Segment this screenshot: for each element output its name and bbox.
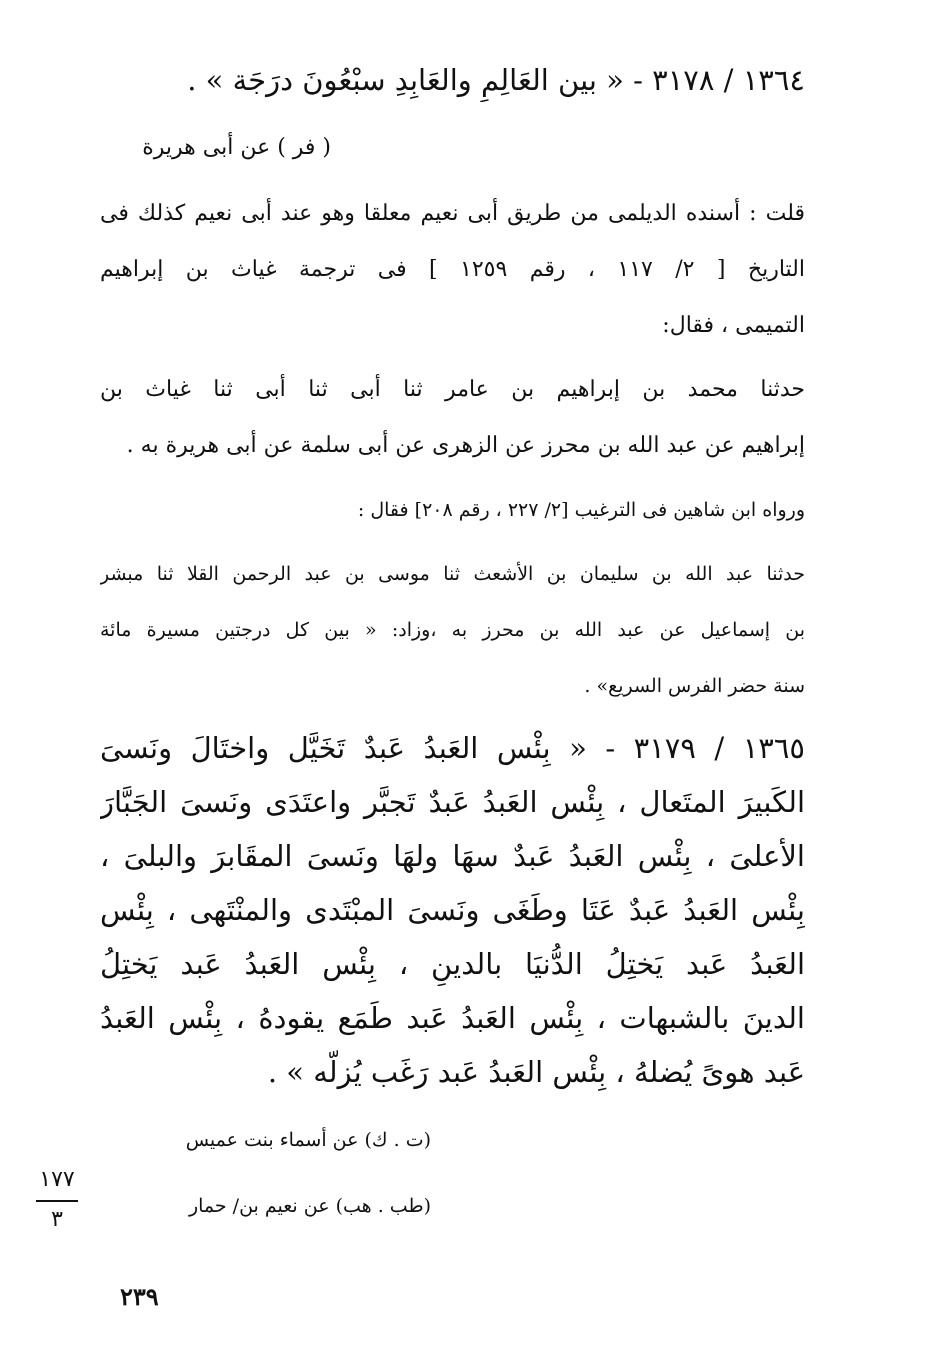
hadith-3178-heading: ١٣٦٤ / ٣١٧٨ - « بين العَالِمِ والعَابِدِ سبْعُونَ درَجَة » .	[187, 63, 805, 97]
hadith-3179-line-6: الدينَ بالشبهات ، بِئْس العَبدُ عَبد طَمَع يقودهُ ، بِئْس العَبدُ	[100, 1001, 805, 1035]
hadith-3179-line-5: العَبدُ عَبد يَختِلُ الدُّنيَا بالدينِ ، بِئْس العَبدُ عَبد يَختِلُ	[100, 947, 805, 981]
chain-2-line-2: بن إسماعيل عن عبد الله بن محرز به ،وزاد: « بين كل درجتين مسيرة مائة	[100, 619, 805, 641]
chain-2-line-1: حدثنا عبد الله بن سليمان بن الأشعث ثنا موسى بن عبد الرحمن القلا ثنا مبشر	[100, 563, 805, 585]
hadith-3179-line-4: بِئْس العَبدُ عَبدٌ عَتَا وطَغَى ونَسىَ المبْتَدى والمنْتَهى ، بِئْس	[100, 893, 805, 927]
hadith-3179-line-1: ١٣٦٥ / ٣١٧٩ - « بِئْس العَبدُ عَبدٌ تَخَيَّل واختَالَ ونَسىَ	[100, 731, 805, 765]
chain-1-line-1: حدثنا محمد بن إبراهيم بن عامر ثنا أبى ثنا أبى ثنا غياث بن	[100, 377, 805, 402]
hadith-3179-line-7: عَبد هوىً يُضلهُ ، بِئْس العَبدُ عَبد رَغَب يُزلُّه » .	[267, 1055, 805, 1089]
chain-2-line-3: سنة حضر الفرس السريع» .	[584, 675, 805, 697]
footnote-marker	[36, 1166, 78, 1234]
hadith-3179-line-2: الكَبيرَ المتَعال ، بِئْس العَبدُ عَبدٌ تَجبَّر واعتَدَى ونَسىَ الجَبَّارَ	[100, 785, 805, 819]
hadith-3179-source-2: (طب . هب) عن نعيم بن/ حمار	[188, 1195, 431, 1217]
hadith-3179-source-1: (ت . ك) عن أسماء بنت عميس	[185, 1129, 431, 1151]
footnote-denominator: ٣	[51, 1207, 63, 1232]
chain-1-line-2: إبراهيم عن عبد الله بن محرز عن الزهرى عن أبى سلمة عن أبى هريرة به .	[126, 433, 805, 458]
hadith-3179-line-3: الأعلىَ ، بِئْس العَبدُ عَبدٌ سهَا ولهَا ونَسىَ المقَابرَ والبلىَ ،	[100, 839, 805, 873]
hadith-3178-source: ( فر ) عن أبى هريرة	[142, 135, 331, 160]
page-number: ٢٣٩	[120, 1282, 159, 1311]
chain-2-intro: ورواه ابن شاهين فى الترغيب [٢/ ٢٢٧ ، رقم ٢٠٨] فقال :	[357, 499, 805, 521]
footnote-numerator: ١٧٧	[39, 1167, 75, 1192]
note-3178-line-2: التاريخ [ ٢/ ١١٧ ، رقم ١٢٥٩ ] فى ترجمة غياث بن إبراهيم	[100, 257, 805, 282]
note-3178-line-1: قلت : أسنده الديلمى من طريق أبى نعيم معلقا وهو عند أبى نعيم كذلك فى	[100, 201, 805, 226]
note-3178-line-3: التميمى ، فقال:	[662, 313, 805, 338]
footnote-divider	[36, 1200, 78, 1202]
